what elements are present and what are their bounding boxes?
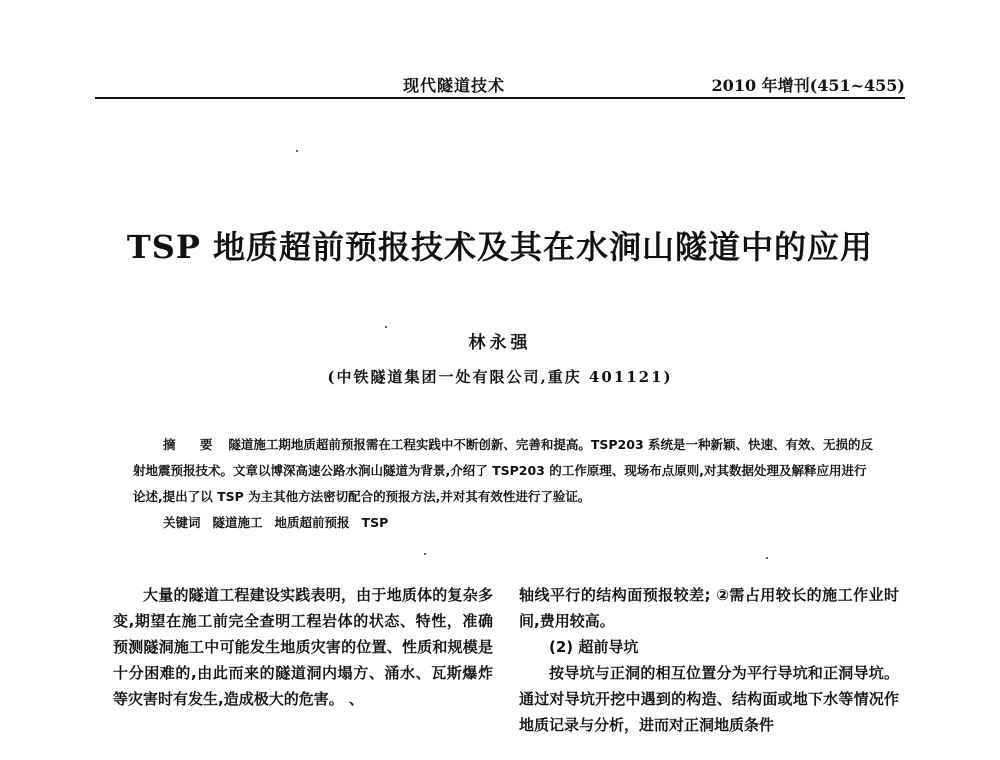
speck bbox=[385, 326, 387, 328]
abstract-text: 隧道施工期地质超前预报需在工程实践中不断创新、完善和提高。TSP203 系统是一种新颖、快速、有效、无损的反射地震预报技术。文章以博深高速公路水涧山隧道为背景,介绍了 TSP203 的工作原理、现场布点原则,对其数据处理及解释应用进行论述,提出了以 TSP 为主其他方法密切配合的预报方法,并对其有效性进行了验证。 bbox=[133, 437, 873, 504]
abstract-label: 摘 要 bbox=[163, 437, 223, 452]
body-column-right bbox=[519, 582, 899, 738]
body-column-left bbox=[113, 582, 493, 712]
body-paragraph: 大量的隧道工程建设实践表明，由于地质体的复杂多变,期望在施工前完全查明工程岩体的状态、特性，准确预测隧洞施工中可能发生地质灾害的位置、性质和规模是十分困难的,由此而来的隧道洞内塌方、涌水、瓦斯爆炸等灾害时有发生,造成极大的危害。 、 bbox=[113, 586, 493, 708]
body-paragraph: 按导坑与正洞的相互位置分为平行导坑和正洞导坑。通过对导坑开挖中遇到的构造、结构面或地下水等情况作地质记录与分析，进而对正洞地质条件 bbox=[519, 664, 899, 734]
abstract-paragraph bbox=[133, 432, 873, 510]
running-header bbox=[95, 73, 905, 99]
author-name: 林永强 bbox=[468, 333, 532, 353]
keyword: TSP bbox=[361, 515, 389, 530]
author-affiliation: (中铁隧道集团一处有限公司,重庆 401121) bbox=[327, 368, 673, 386]
keyword: 隧道施工 bbox=[212, 515, 263, 530]
body-paragraph: 轴线平行的结构面预报较差; ②需占用较长的施工作业时间,费用较高。 bbox=[519, 586, 899, 630]
issue-info: 2010 年增刊(451~455) bbox=[711, 76, 905, 95]
keywords-label: 关键词 bbox=[163, 515, 201, 530]
keywords-line bbox=[133, 510, 873, 536]
journal-name: 现代隧道技术 bbox=[403, 76, 506, 95]
keyword: 地质超前预报 bbox=[274, 515, 350, 530]
paper-title: TSP 地质超前预报技术及其在水涧山隧道中的应用 bbox=[126, 228, 874, 266]
speck bbox=[766, 557, 768, 559]
section-heading: (2) 超前导坑 bbox=[549, 638, 639, 656]
speck bbox=[296, 150, 298, 152]
abstract-block bbox=[133, 432, 873, 536]
speck bbox=[424, 553, 426, 555]
